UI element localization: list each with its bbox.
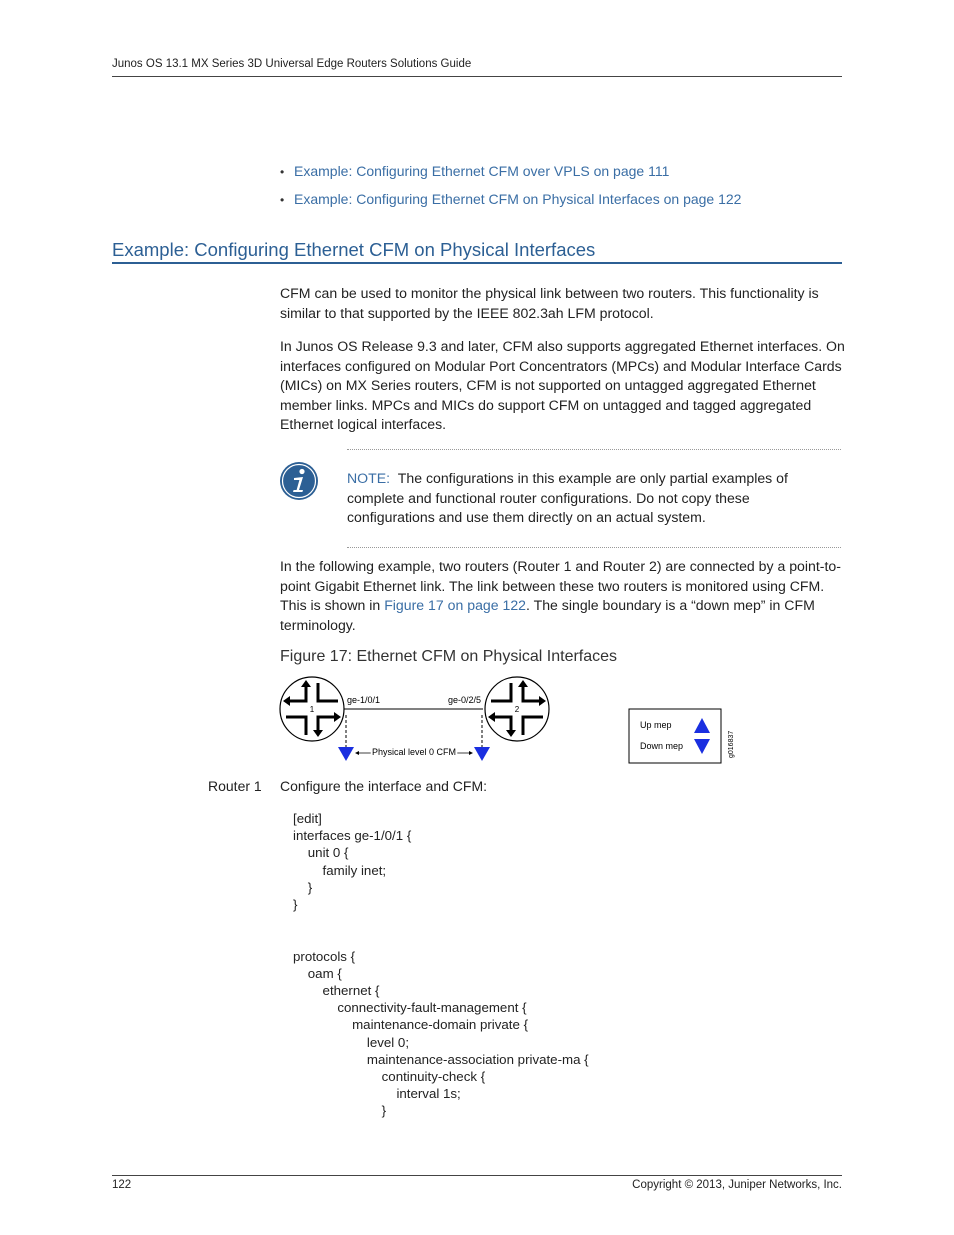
- related-link-physical[interactable]: Example: Configuring Ethernet CFM on Physical Interfaces on page 122: [294, 191, 742, 207]
- header-divider: [112, 76, 842, 77]
- related-link-item: [280, 163, 669, 179]
- note-top-divider: [347, 449, 841, 450]
- note-text: The configurations in this example are only partial examples of complete and functional router configurations. Do not copy these configurations and use them directly on an actual system.: [347, 470, 788, 526]
- legend-box: [629, 709, 721, 763]
- step-label: Router 1: [208, 778, 262, 794]
- section-heading: Example: Configuring Ethernet CFM on Physical Interfaces: [112, 239, 596, 260]
- related-link-vpls[interactable]: Example: Configuring Ethernet CFM over VPLS on page 111: [294, 163, 670, 179]
- footer-divider: [112, 1175, 842, 1176]
- router-1-label: 1: [309, 705, 315, 714]
- bullet-icon: •: [280, 165, 285, 179]
- heading-underline: [112, 262, 842, 264]
- example-paragraph-text-end: . The single boundary is a “down mep” in CFM terminology.: [280, 597, 815, 633]
- interface-1-label: ge-1/0/1: [347, 695, 381, 705]
- example-paragraph: [280, 557, 845, 635]
- figure-caption: Figure 17: Ethernet CFM on Physical Interfaces: [280, 648, 618, 665]
- bullet-icon: •: [280, 193, 285, 207]
- figure-17-link[interactable]: Figure 17 on page 122: [384, 597, 527, 614]
- copyright: Copyright © 2013, Juniper Networks, Inc.: [632, 1179, 842, 1191]
- cfm-topology-diagram: [278, 675, 748, 770]
- page-number: 122: [112, 1179, 132, 1191]
- aggregated-ethernet-paragraph: In Junos OS Release 9.3 and later, CFM also supports aggregated Ethernet interfaces. On interfaces configured on Modular Port Concentrators (MPCs) and Modular Interface Cards (MICs) on MX Series routers, CFM is not supported on untagged aggregated Ethernet member links. MPCs and MICs do support CFM on untagged and tagged aggregated Ethernet logical interfaces.: [280, 338, 845, 433]
- down-mep-1-icon: [338, 747, 354, 761]
- note-block: [347, 469, 817, 528]
- related-link-item: [280, 191, 741, 207]
- intro-paragraph: CFM can be used to monitor the physical link between two routers. This functionality is similar to that supported by the IEEE 802.3ah LFM protocol.: [280, 285, 819, 321]
- config-code-block: [edit] interfaces ge-1/0/1 { unit 0 { family inet; } } protocols { oam { ethernet { connectivity-fault-management { maintenance-domain private { level 0; maintenance-association private-ma { continuity-check { interval 1s; }: [293, 811, 589, 1119]
- running-header: Junos OS 13.1 MX Series 3D Universal Edge Routers Solutions Guide: [112, 58, 472, 70]
- legend-up-label: Up mep: [640, 720, 672, 730]
- router-2-label: 2: [514, 705, 520, 714]
- legend-down-label: Down mep: [640, 741, 684, 751]
- figure-id: g016837: [728, 730, 735, 758]
- down-mep-2-icon: [474, 747, 490, 761]
- interface-2-label: ge-0/2/5: [448, 695, 482, 705]
- info-icon: [279, 461, 319, 501]
- note-label: NOTE:: [347, 470, 391, 486]
- cfm-level-label: Physical level 0 CFM: [371, 747, 457, 757]
- step-text: Configure the interface and CFM:: [280, 778, 487, 794]
- note-bottom-divider: [347, 547, 841, 548]
- example-paragraph-text-start: In the following example, two routers (Router 1 and Router 2) are connected by a point-to-point Gigabit Ethernet link. The link between these two routers is monitored using CFM. This is shown in: [280, 558, 841, 614]
